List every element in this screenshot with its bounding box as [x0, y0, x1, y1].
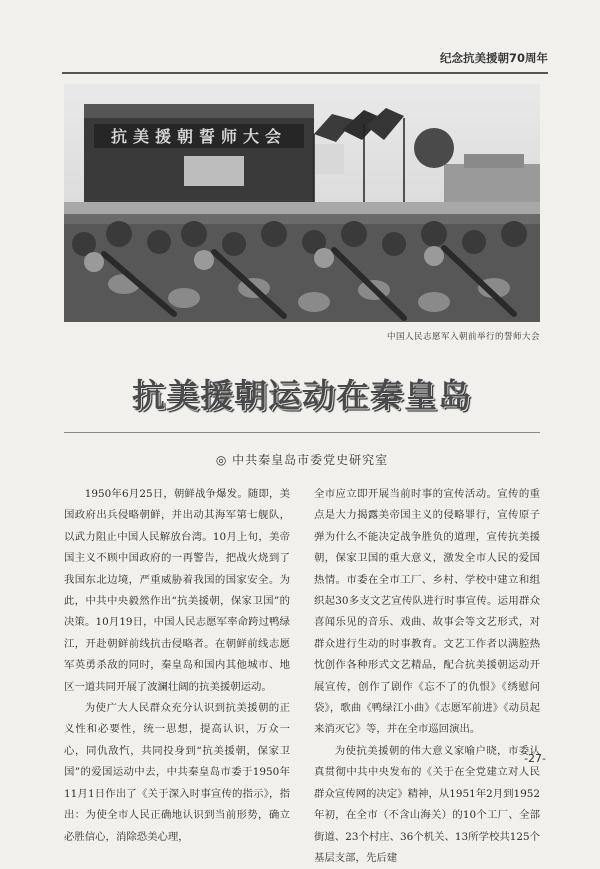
header-rule [62, 72, 548, 74]
title-rule [64, 432, 540, 433]
banner-text: 抗美援朝誓师大会 [110, 127, 288, 146]
right-column [314, 484, 540, 869]
paragraph: 为使抗美援朝的伟大意义家喻户晓，市委认真贯彻中共中央发布的《关于在全党建立对人民群众宣传网的决定》精神，从1951年2月到1952年初，在全市（不含山海关）的10个工厂、全部街道、23个村庄、36个机关、13所学校共125个基层支部，先后建 [314, 744, 540, 864]
paragraph: 1950年6月25日，朝鲜战争爆发。随即，美国政府出兵侵略朝鲜，并出动其海军第七舰队，以武力阻止中国人民解放台湾。10月上旬，美帝国主义不顾中国政府的一再警告，把战火烧到了我国东北边境，严重威胁着我国的国家安全。为此，中共中央毅然作出“抗美援朝，保家卫国”的决策。10月19日，中国人民志愿军率命跨过鸭绿江，开赴朝鲜前线抗击侵略者。在朝鲜前线志愿军英勇杀敌的同时，秦皇岛和国内其他城市、地区一道共同开展了波澜壮阔的抗美援朝运动。 [64, 488, 290, 693]
rally-photo [64, 84, 540, 322]
photo-caption: 中国人民志愿军入朝前举行的誓师大会 [386, 332, 540, 342]
page-number: -27- [524, 752, 546, 765]
rally-photo-illustration [64, 84, 540, 322]
running-header: 纪念抗美援朝70周年 [439, 51, 548, 65]
article-title: 抗美援朝运动在秦皇岛 [132, 376, 472, 415]
paragraph: 为使广大人民群众充分认识到抗美援朝的正义性和必要性，统一思想，提高认识，万众一心，同仇敌忾，共同投身到“抗美援朝，保家卫国”的爱国运动中去，中共秦皇岛市委于1950年11月1日作出了《关于深入时事宣传的指示》，指出：为使全市人民正确地认识到当前形势，确立必胜信心，消除恐美心理， [64, 702, 290, 843]
byline: ◎ 中共秦皇岛市委党史研究室 [215, 453, 389, 467]
paragraph-continued: 全市应立即开展当前时事的宣传活动。宣传的重点是大力揭露美帝国主义的侵略罪行，宣传原子弹为什么不能决定战争胜负的道理，宣传抗美援朝，保家卫国的重大意义，激发全市人民的爱国热情。市委在全市工厂、乡村、学校中建立和组织起30多支文艺宣传队进行时事宣传。运用群众喜闻乐见的音乐、戏曲、故事会等文艺形式，对群众进行生动的时事教育。文艺工作者以满腔热忱创作各种形式文艺精品，配合抗美援朝运动开展宣传，创作了剧作《忘不了的仇恨》《绣慰问袋》，歌曲《鸭绿江小曲》《志愿军前进》《动员起来消灭它》等，并在全市巡回演出。 [314, 488, 540, 736]
left-column [64, 484, 290, 848]
